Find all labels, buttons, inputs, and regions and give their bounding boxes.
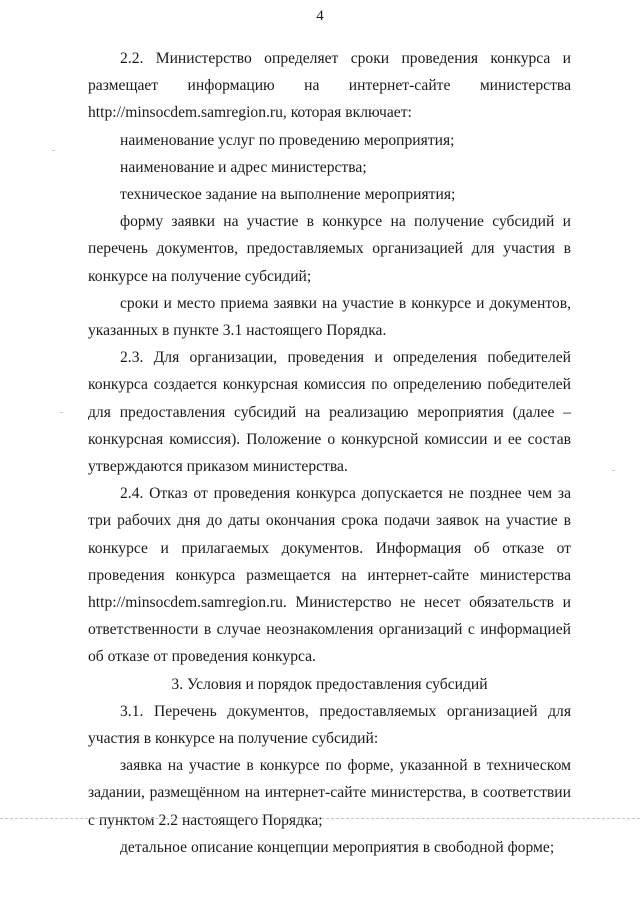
scan-speck (60, 412, 63, 413)
list-item-deadlines: сроки и место приема заявки на участие в конкурсе и документов, указанных в пункте 3.1 настоящего Порядка. (88, 294, 571, 340)
list-item-application: заявка на участие в конкурсе по форме, указанной в техническом задании, размещённом на интернет-сайте министерства, в соответствии с пунктом 2.2 настоящего Порядка; (88, 757, 571, 829)
section-heading-3: 3. Условия и порядок предоставления субсидий (171, 675, 488, 693)
scan-artifact-line (0, 818, 640, 819)
paragraph-2-3: 2.3. Для организации, проведения и определения победителей конкурса создается конкурсная комиссия по определению победителей для предоставления субсидий на реализацию мероприятия (далее – конкурсная комиссия). Положение о конкурсной комиссии и ее состав утверждаются приказом министерства. (88, 349, 571, 476)
paragraph-2-2: 2.2. Министерство определяет сроки проведения конкурса и размещает информацию на интернет-сайте министерства http://minsocdem.samregion.ru, которая включает: (88, 50, 571, 122)
list-item-application-form: форму заявки на участие в конкурсе на получение субсидий и перечень документов, предоставляемых организацией для участия в конкурсе на получение субсидий; (88, 213, 571, 285)
list-item-ministry-address: наименование и адрес министерства; (120, 158, 367, 176)
page-number: 4 (316, 8, 324, 24)
list-item-technical-task: техническое задание на выполнение мероприятия; (120, 186, 456, 204)
paragraph-3-1: 3.1. Перечень документов, предоставляемых организацией для участия в конкурсе на получение субсидий: (88, 702, 571, 748)
list-item-concept-description: детальное описание концепции мероприятия в свободной форме; (120, 838, 555, 856)
paragraph-2-4: 2.4. Отказ от проведения конкурса допускается не позднее чем за три рабочих дня до даты окончания срока подачи заявок на участие в конкурсе и прилагаемых документов. Информация об отказе от проведения конкурса размещается на интернет-сайте министерства http://minsocdem.samregion.ru. Министерство не несет обязательств и ответственности в случае неознакомления организаций с информацией об отказе от проведения конкурса. (88, 485, 571, 666)
scan-speck (52, 150, 55, 151)
list-item-services-name: наименование услуг по проведению мероприятия; (120, 131, 455, 149)
document-body (88, 45, 571, 861)
scan-speck (612, 470, 615, 471)
